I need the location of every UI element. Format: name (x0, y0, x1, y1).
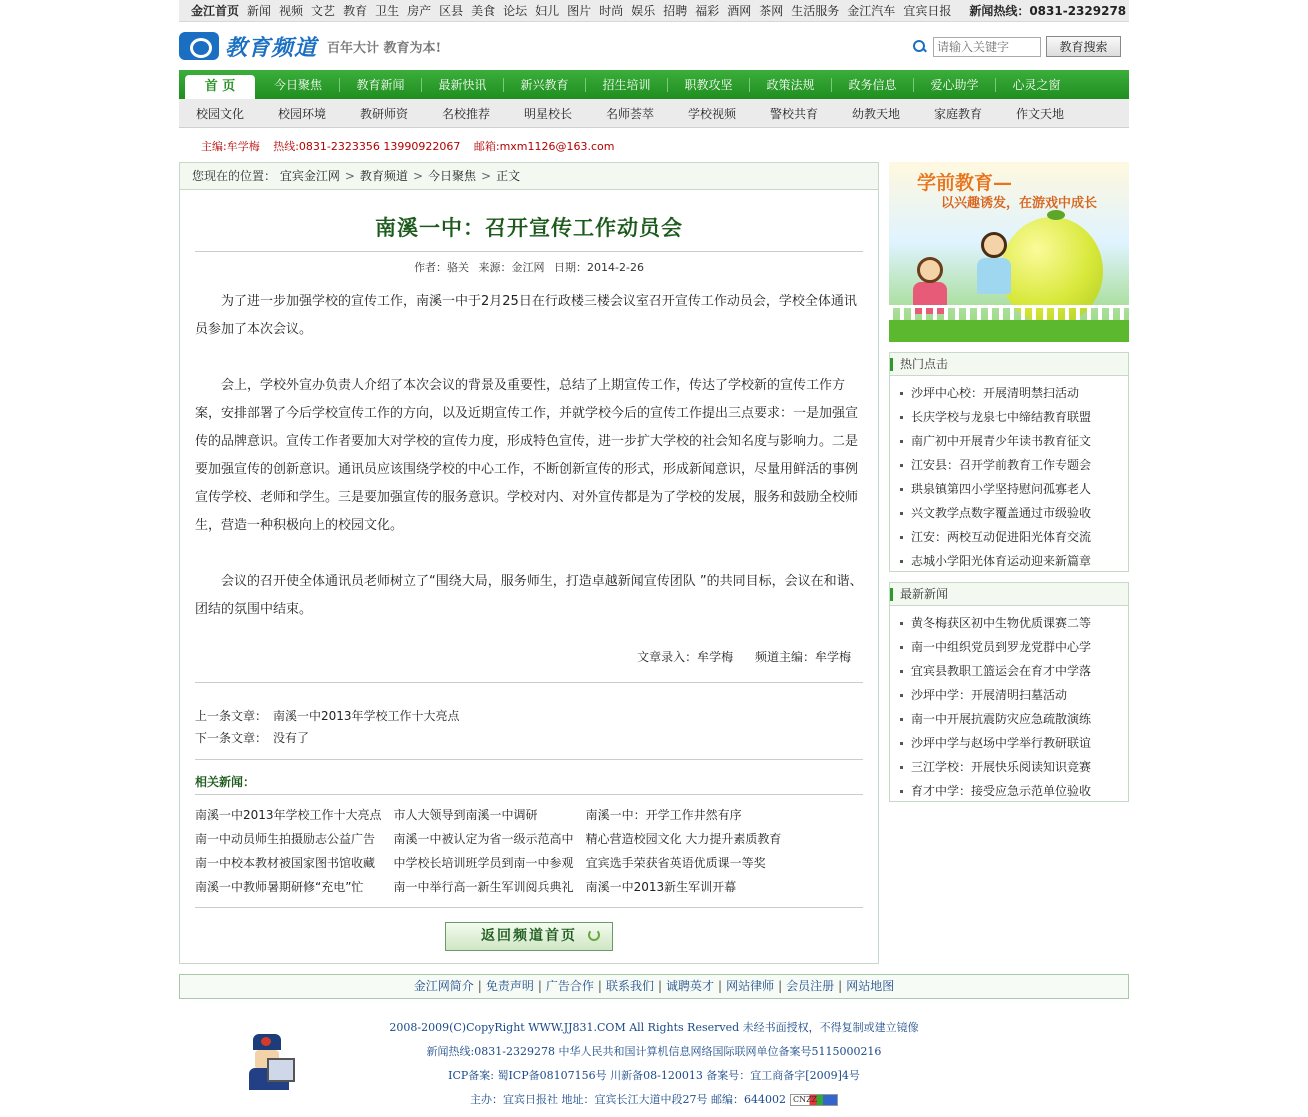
footer-links (179, 974, 1129, 999)
next-label: 下一条文章： (195, 731, 268, 745)
prev-label: 上一条文章： (195, 709, 268, 723)
main-nav-item[interactable]: 心灵之窗 (995, 78, 1077, 92)
sub-nav (179, 99, 1129, 128)
main-nav-item[interactable]: 爱心助学 (913, 78, 995, 92)
latest-news-item[interactable]: 黄冬梅获区初中生物优质课赛二等 (898, 611, 1128, 635)
topbar-link[interactable]: 时尚 (599, 4, 624, 18)
preschool-banner[interactable] (889, 162, 1129, 342)
footer-separator: | (597, 979, 602, 993)
topbar-link[interactable]: 宜宾日报 (903, 4, 952, 18)
topbar-link[interactable]: 金江首页 (191, 4, 240, 18)
copyright-block (179, 1016, 1129, 1116)
top-site-nav (179, 0, 1129, 22)
topbar-link[interactable]: 房产 (407, 4, 432, 18)
related-news-link[interactable]: 南溪一中被认定为省一级示范高中 (393, 832, 574, 846)
editor-chief: 主编:牟学梅 (201, 140, 260, 153)
latest-news-item[interactable]: 沙坪中学：开展清明扫墓活动 (898, 683, 1128, 707)
search-input[interactable] (933, 37, 1041, 57)
main-nav-items (257, 70, 1077, 99)
article-date: 日期：2014-2-26 (554, 261, 644, 274)
hot-clicks-list (890, 376, 1128, 573)
related-news-link[interactable]: 南溪一中：开学工作井然有序 (585, 808, 742, 822)
hotline-line: 新闻热线:0831-2329278 中华人民共和国计算机信息网络国际联网单位备案号5115000216 (426, 1045, 882, 1058)
footer-separator: | (657, 979, 663, 993)
hot-click-item[interactable]: 兴文教学点数字覆盖通过市级验收 (898, 501, 1128, 525)
footer-separator: | (537, 979, 542, 993)
article-body (195, 288, 863, 624)
breadcrumb-separator-icon: > (481, 169, 492, 183)
topbar-link[interactable]: 文艺 (311, 4, 336, 18)
footer-link[interactable]: 会员注册 (786, 979, 835, 993)
main-nav-item[interactable]: 教育新闻 (339, 78, 421, 92)
article-author: 作者：骆关 (414, 261, 470, 274)
latest-news-item[interactable]: 育才中学：接受应急示范单位验收 (898, 779, 1128, 803)
search-button[interactable]: 教育搜索 (1046, 36, 1121, 57)
latest-news-item[interactable]: 沙坪中学与赵场中学举行教研联谊 (898, 731, 1128, 755)
related-news-link[interactable]: 市人大领导到南溪一中调研 (393, 808, 538, 822)
sub-nav-item[interactable]: 名师荟萃 (605, 106, 654, 121)
related-news-link[interactable]: 精心营造校园文化 大力提升素质教育 (585, 832, 782, 846)
sub-nav-item[interactable]: 作文天地 (1015, 106, 1064, 121)
topbar-link[interactable]: 酒网 (727, 4, 752, 18)
related-news-link[interactable]: 南一中校本教材被国家图书馆收藏 (195, 856, 376, 870)
related-news-link[interactable]: 中学校长培训班学员到南一中参观 (393, 856, 574, 870)
hot-click-item[interactable]: 江安：两校互动促进阳光体育交流 (898, 525, 1128, 549)
footer-link[interactable]: 诚聘英才 (666, 979, 715, 993)
topbar-link[interactable]: 论坛 (503, 4, 528, 18)
footer-link[interactable]: 金江网简介 (413, 979, 474, 993)
monitor-icon (267, 1058, 295, 1082)
main-nav-item[interactable]: 最新快讯 (421, 78, 503, 92)
footer-link[interactable]: 网站律师 (726, 979, 775, 993)
back-to-channel-button[interactable] (445, 922, 613, 951)
article (195, 190, 863, 951)
footer-separator: | (477, 979, 482, 993)
main-nav-item[interactable]: 政务信息 (831, 78, 913, 92)
related-news-link[interactable]: 南一中动员师生拍摄励志公益广告 (195, 832, 376, 846)
related-news-link[interactable]: 南溪一中教师暑期研修“充电”忙 (195, 880, 364, 894)
related-news-link[interactable]: 宜宾选手荣获省英语优质课一等奖 (585, 856, 766, 870)
footer-separator: | (838, 979, 843, 993)
topbar-hotline: 新闻热线：0831-2329278 (969, 4, 1127, 18)
related-news-list (195, 795, 863, 899)
latest-news-item[interactable]: 南一中开展抗震防灾应急疏散演练 (898, 707, 1128, 731)
footer-link[interactable]: 广告合作 (545, 979, 594, 993)
copyright-line: 2008-2009(C)CopyRight WWW.JJ831.COM All Rights Reserved 未经书面授权，不得复制或建立镜像 (389, 1021, 919, 1034)
editor-hotline: 热线:0831-2323356 13990922067 (273, 140, 461, 153)
article-source: 来源：金江网 (478, 261, 545, 274)
topbar-link[interactable]: 妇儿 (535, 4, 560, 18)
footer-separator: | (718, 979, 723, 993)
breadcrumb (180, 163, 878, 190)
footer-link[interactable]: 免责声明 (485, 979, 534, 993)
topbar-link[interactable]: 视频 (279, 4, 304, 18)
back-button-label: 返回频道首页 (481, 928, 577, 944)
return-arrow-icon (588, 929, 600, 941)
hot-click-item[interactable]: 长庆学校与龙泉七中缔结教育联盟 (898, 405, 1128, 429)
main-nav-item[interactable]: 今日聚焦 (273, 77, 322, 92)
article-meta (195, 251, 863, 281)
police-badge-emblem-icon (261, 1037, 271, 1046)
nav-home-tab[interactable]: 首 页 (185, 75, 255, 99)
article-paragraph: 会上，学校外宣办负责人介绍了本次会议的背景及重要性，总结了上期宣传工作，传达了学校新的宣传工作方案，安排部署了今后学校宣传工作的方向，以及近期宣传工作，并就学校今后的宣传工作提出三点要求：一是加强宣传的品牌意识。宣传工作者要加大对学校的宣传力度，形成特色宣传，进一步扩大学校的社会知名度与影响力。二是要加强宣传的创新意识。通讯员应该围绕学校的中心工作，不断创新宣传的形式，形成新闻意识，尽量用鲜活的事例宣传学校、老师和学生。三是要加强宣传的服务意识。学校对内、对外宣传都是为了学校的发展，服务和鼓励全校师生，营造一种积极向上的校园文化。 (195, 378, 859, 533)
breadcrumb-separator-icon: > (412, 169, 423, 183)
police-badge-icon[interactable] (243, 1034, 297, 1092)
cnzz-stats-badge[interactable]: CNZZ (790, 1094, 838, 1106)
article-paragraph: 会议的召开使全体通讯员老师树立了“围绕大局，服务师生，打造卓越新闻宣传团队 ”的共同目标，会议在和谐、团结的氛围中结束。 (195, 574, 863, 617)
latest-news-item[interactable]: 三江学校：开展快乐阅读知识竞赛 (898, 755, 1128, 779)
next-article-link[interactable]: 没有了 (273, 731, 310, 745)
breadcrumb-item[interactable]: 教育频道 (359, 169, 408, 183)
breadcrumb-item[interactable]: 宜宾金江网 (279, 169, 340, 183)
latest-news-item[interactable]: 宜宾县教职工篮运会在育才中学落 (898, 659, 1128, 683)
main-nav-item[interactable]: 招生培训 (585, 78, 667, 92)
hot-click-item[interactable]: 南广初中开展青少年读书教育征文 (898, 429, 1128, 453)
topbar-link[interactable]: 图片 (567, 4, 592, 18)
sub-nav-item[interactable]: 明星校长 (523, 106, 572, 121)
channel-editor: 频道主编：牟学梅 (754, 650, 851, 664)
banner-title: 学前教育— (917, 172, 1013, 194)
hot-click-item[interactable]: 沙坪中心校：开展清明禁扫活动 (898, 381, 1128, 405)
grass-illustration (889, 320, 1129, 342)
editor-email: 邮箱:mxm1126@163.com (473, 140, 615, 153)
topbar-link[interactable]: 福彩 (695, 4, 720, 18)
fence-illustration (889, 305, 1129, 321)
topbar-link[interactable]: 卫生 (375, 4, 400, 18)
leaf-illustration (1047, 210, 1065, 220)
slogan: 百年大计 教育为本! (327, 40, 442, 56)
latest-news-item[interactable]: 南一中组织党员到罗龙党群中心学 (898, 635, 1128, 659)
channel-logo[interactable] (179, 32, 441, 60)
topbar-link[interactable]: 区县 (439, 4, 464, 18)
related-news-link[interactable]: 南一中举行高一新生军训阅兵典礼 (393, 880, 574, 894)
main-nav-item[interactable]: 政策法规 (749, 78, 831, 92)
logo-icon (179, 32, 219, 60)
girl-head-illustration (917, 257, 943, 283)
icp-line: ICP备案: 蜀ICP备08107156号 川新备08-120013 备案号：宜工商备字[2009]4号 (448, 1069, 860, 1082)
breadcrumb-prefix: 您现在的位置： (192, 169, 277, 183)
sub-nav-item[interactable]: 校园文化 (195, 106, 244, 121)
topbar-link[interactable]: 生活服务 (791, 4, 840, 18)
topbar-link[interactable]: 美食 (471, 4, 496, 18)
main-nav-item[interactable]: 职教攻坚 (667, 78, 749, 92)
latest-news-list (890, 606, 1128, 803)
topbar-link[interactable]: 茶网 (759, 4, 784, 18)
hot-click-item[interactable]: 珙泉镇第四小学坚持慰问孤寡老人 (898, 477, 1128, 501)
prev-article-link[interactable]: 南溪一中2013年学校工作十大亮点 (273, 709, 460, 723)
logo-text: 教育频道 (225, 35, 318, 61)
footer-link[interactable]: 网站地图 (846, 979, 895, 993)
related-news-title: 相关新闻： (195, 770, 863, 795)
latest-news-box (889, 582, 1129, 802)
sub-nav-item[interactable]: 校园环境 (277, 106, 326, 121)
search-area (913, 36, 1121, 57)
related-news-link[interactable]: 南溪一中2013年学校工作十大亮点 (195, 808, 382, 822)
footer-separator: | (778, 979, 783, 993)
sub-nav-item[interactable]: 学校视频 (687, 106, 736, 121)
related-news-link[interactable]: 南溪一中2013新生军训开幕 (585, 880, 737, 894)
header (179, 28, 1129, 66)
editor-info (179, 138, 1129, 154)
sub-nav-item[interactable]: 家庭教育 (933, 106, 982, 121)
sub-nav-item[interactable]: 教研师资 (359, 106, 408, 121)
boy-head-illustration (981, 232, 1007, 258)
sub-nav-item[interactable]: 名校推荐 (441, 106, 490, 121)
breadcrumb-item[interactable]: 今日聚焦 (428, 169, 477, 183)
topbar-link[interactable]: 教育 (343, 4, 368, 18)
topbar-link[interactable]: 金江汽车 (847, 4, 896, 18)
article-paragraph: 为了进一步加强学校的宣传工作，南溪一中于2月25日在行政楼三楼会议室召开宣传工作动员会，学校全体通讯员参加了本次会议。 (195, 294, 857, 337)
article-signature (195, 648, 863, 668)
hot-clicks-box (889, 352, 1129, 572)
topbar-link[interactable]: 娱乐 (631, 4, 656, 18)
hot-click-item[interactable]: 江安县：召开学前教育工作专题会 (898, 453, 1128, 477)
breadcrumb-separator-icon: > (344, 169, 355, 183)
article-entry: 文章录入：牟学梅 (637, 650, 734, 664)
publisher-line: 主办：宜宾日报社 地址：宜宾长江大道中段27号 邮编：644002 (470, 1093, 786, 1106)
article-panel (179, 162, 879, 964)
boy-illustration (977, 258, 1011, 294)
sub-nav-item[interactable]: 警校共育 (769, 106, 818, 121)
main-nav (179, 70, 1129, 99)
banner-subtitle: 以兴趣诱发，在游戏中成长 (941, 196, 1098, 211)
main-nav-item[interactable]: 新兴教育 (503, 78, 585, 92)
latest-news-title: 最新新闻 (890, 583, 1128, 606)
topbar-link[interactable]: 新闻 (247, 4, 272, 18)
sub-nav-item[interactable]: 幼教天地 (851, 106, 900, 121)
breadcrumb-item: 正文 (496, 169, 521, 183)
search-icon (913, 40, 927, 54)
topbar-link[interactable]: 招聘 (663, 4, 688, 18)
article-title: 南溪一中：召开宣传工作动员会 (375, 215, 683, 240)
hot-clicks-title: 热门点击 (890, 353, 1128, 376)
hot-click-item[interactable]: 志城小学阳光体育运动迎来新篇章 (898, 549, 1128, 573)
prev-next-links (195, 695, 863, 749)
footer-link[interactable]: 联系我们 (605, 979, 654, 993)
